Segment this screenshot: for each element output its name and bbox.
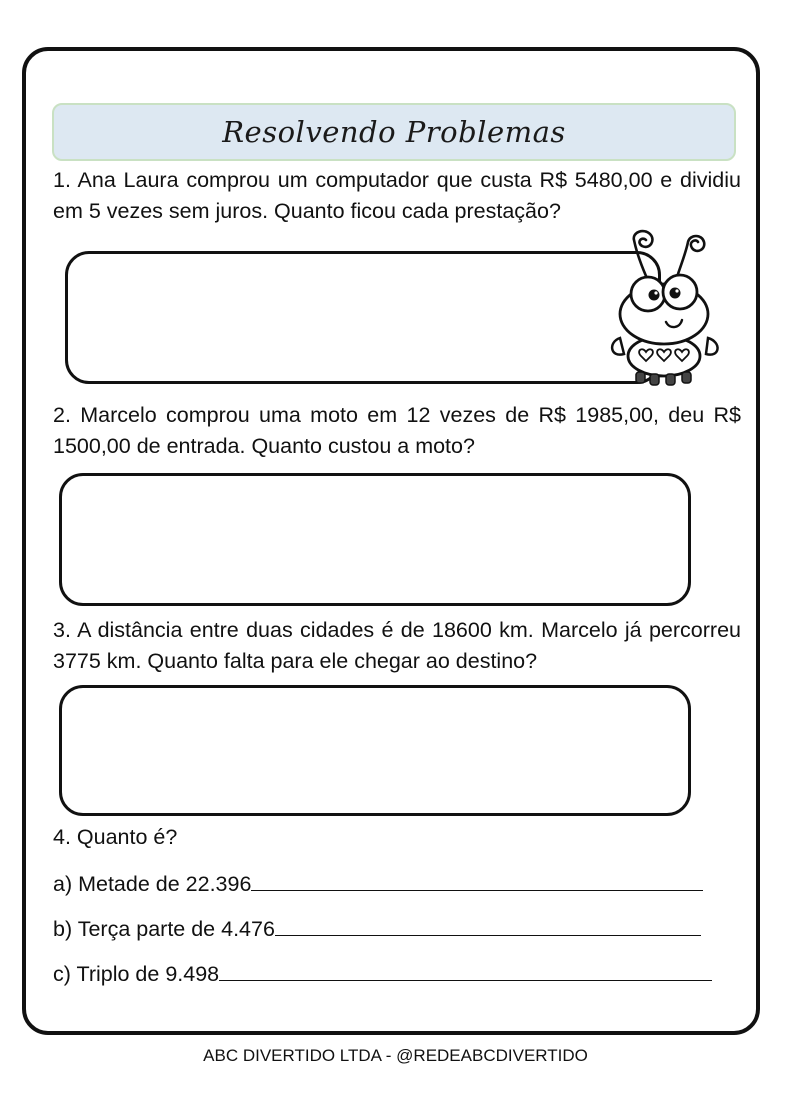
q4-item-c-label: c) Triplo de 9.498	[53, 962, 220, 986]
answer-line-b[interactable]	[275, 915, 701, 936]
question-4-heading: 4. Quanto é?	[53, 825, 178, 849]
answer-box-1[interactable]	[65, 251, 661, 384]
q4-item-a	[53, 870, 703, 898]
answer-line-c[interactable]	[219, 960, 712, 981]
q4-item-b-label: b) Terça parte de 4.476	[53, 917, 275, 941]
q4-item-b	[53, 915, 701, 943]
cartoon-bug-icon	[606, 226, 724, 388]
question-1-text: 1. Ana Laura comprou um computador que custa R$ 5480,00 e dividiu em 5 vezes sem juros. Quanto ficou cada prestação?	[53, 168, 741, 223]
answer-line-a[interactable]	[251, 870, 703, 891]
title-banner	[52, 103, 736, 161]
question-2-text: 2. Marcelo comprou uma moto em 12 vezes de R$ 1985,00, deu R$ 1500,00 de entrada. Quanto custou a moto?	[53, 403, 741, 458]
q4-item-c	[53, 960, 712, 988]
q4-item-a-label: a) Metade de 22.396	[53, 872, 252, 896]
page-title: Resolvendo Problemas	[222, 115, 566, 149]
footer-credit: ABC DIVERTIDO LTDA - @REDEABCDIVERTIDO	[203, 1046, 588, 1065]
question-3-text: 3. A distância entre duas cidades é de 18600 km. Marcelo já percorreu 3775 km. Quanto falta para ele chegar ao destino?	[53, 618, 741, 673]
answer-box-2[interactable]	[59, 473, 691, 606]
answer-box-3[interactable]	[59, 685, 691, 816]
